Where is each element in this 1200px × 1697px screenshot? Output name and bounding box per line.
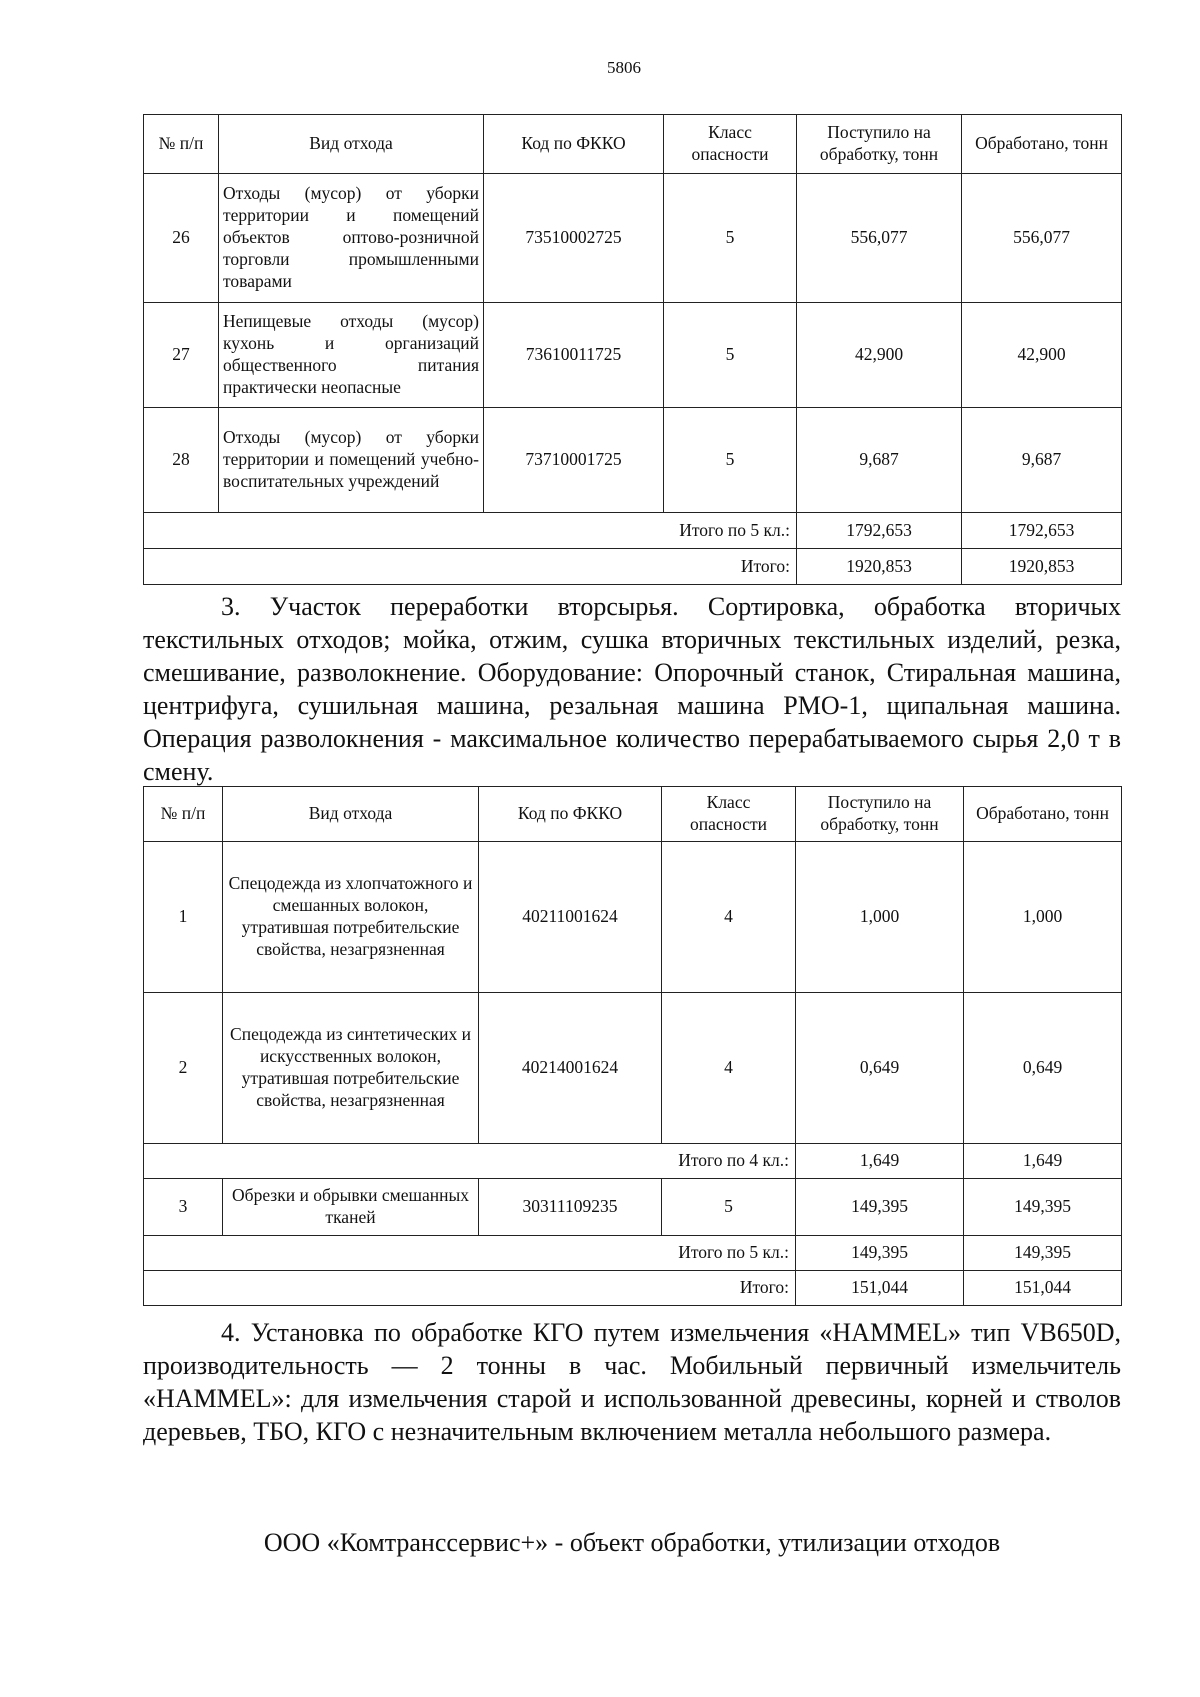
header-processed: Обработано, тонн	[962, 115, 1122, 174]
header-num: № п/п	[144, 787, 223, 842]
total-label: Итого:	[144, 1271, 796, 1306]
table-row	[144, 408, 1122, 513]
header-num: № п/п	[144, 115, 219, 174]
header-type: Вид отхода	[219, 115, 484, 174]
table-row	[144, 303, 1122, 408]
received-value: 9,687	[797, 408, 962, 513]
subtotal-processed: 1792,653	[962, 513, 1122, 549]
hazard-class: 4	[662, 842, 796, 993]
row-num: 1	[144, 842, 223, 993]
total-processed: 1920,853	[962, 549, 1122, 585]
table-row	[144, 842, 1122, 993]
table-header-row	[144, 115, 1122, 174]
waste-name: Обрезки и обрывки смешанных тканей	[223, 1179, 479, 1236]
header-type: Вид отхода	[223, 787, 479, 842]
page-number: 5806	[607, 58, 641, 77]
row-num: 26	[144, 174, 219, 303]
hazard-class: 5	[664, 408, 797, 513]
waste-table-1	[143, 114, 1122, 585]
subtotal-label: Итого по 4 кл.:	[144, 1144, 796, 1179]
processed-value: 1,000	[964, 842, 1122, 993]
table-row	[144, 993, 1122, 1144]
subtotal-row	[144, 1144, 1122, 1179]
total-processed: 151,044	[964, 1271, 1122, 1306]
subtotal-processed: 1,649	[964, 1144, 1122, 1179]
fkko-code: 73510002725	[484, 174, 664, 303]
waste-name: Спецодежда из синтетических и искусственных волокон, утратившая потребительские свойства, незагрязненная	[223, 993, 479, 1144]
waste-table-2	[143, 786, 1122, 1306]
waste-name: Непищевые отходы (мусор) кухонь и организаций общественного питания практически неопасные	[219, 303, 484, 408]
paragraph-section-4: 4. Установка по обработке КГО путем измельчения «HAMMEL» тип VB650D, производительность — 2 тонны в час. Мобильный первичный измельчитель «HAMMEL»: для измельчения старой и использованной древесины, корней и стволов деревьев, ТБО, КГО с незначительным включением металла небольшого размера.	[143, 1318, 1121, 1446]
received-value: 0,649	[796, 993, 964, 1144]
total-label: Итого:	[144, 549, 797, 585]
waste-name: Отходы (мусор) от уборки территории и помещений объектов оптово-розничной торговли промышленными товарами	[219, 174, 484, 303]
table-header-row	[144, 787, 1122, 842]
processed-value: 149,395	[964, 1179, 1122, 1236]
document-footer: ООО «Комтранссервис+» - объект обработки, утилизации отходов	[263, 1528, 1001, 1557]
header-code: Код по ФККО	[484, 115, 664, 174]
hazard-class: 4	[662, 993, 796, 1144]
table-row	[144, 174, 1122, 303]
hazard-class: 5	[664, 303, 797, 408]
total-row	[144, 549, 1122, 585]
fkko-code: 40211001624	[479, 842, 662, 993]
waste-name: Отходы (мусор) от уборки территории и помещений учебно-воспитательных учреждений	[219, 408, 484, 513]
row-num: 27	[144, 303, 219, 408]
fkko-code: 73610011725	[484, 303, 664, 408]
received-value: 556,077	[797, 174, 962, 303]
subtotal-label: Итого по 5 кл.:	[144, 1236, 796, 1271]
paragraph-section-3: 3. Участок переработки вторсырья. Сортировка, обработка вторичых текстильных отходов; мойка, отжим, сушка вторичных текстильных изделий, резка, смешивание, разволокнение. Оборудование: Опорочный станок, Стиральная машина, центрифуга, сушильная машина, резальная машина РМО-1, щипальная машина. Операция разволокнения - максимальное количество перерабатываемого сырья 2,0 т в смену.	[143, 592, 1121, 786]
received-value: 1,000	[796, 842, 964, 993]
total-received: 1920,853	[797, 549, 962, 585]
waste-name: Спецодежда из хлопчатожного и смешанных волокон, утратившая потребительские свойства, незагрязненная	[223, 842, 479, 993]
row-num: 3	[144, 1179, 223, 1236]
fkko-code: 40214001624	[479, 993, 662, 1144]
header-received: Поступило на обработку, тонн	[796, 787, 964, 842]
fkko-code: 73710001725	[484, 408, 664, 513]
header-received: Поступило на обработку, тонн	[797, 115, 962, 174]
fkko-code: 30311109235	[479, 1179, 662, 1236]
total-row	[144, 1271, 1122, 1306]
hazard-class: 5	[664, 174, 797, 303]
subtotal-label: Итого по 5 кл.:	[144, 513, 797, 549]
subtotal-received: 1792,653	[797, 513, 962, 549]
subtotal-received: 149,395	[796, 1236, 964, 1271]
subtotal-received: 1,649	[796, 1144, 964, 1179]
received-value: 42,900	[797, 303, 962, 408]
subtotal-row	[144, 513, 1122, 549]
subtotal-processed: 149,395	[964, 1236, 1122, 1271]
row-num: 2	[144, 993, 223, 1144]
header-class: Класс опасности	[664, 115, 797, 174]
total-received: 151,044	[796, 1271, 964, 1306]
table-row	[144, 1179, 1122, 1236]
processed-value: 42,900	[962, 303, 1122, 408]
received-value: 149,395	[796, 1179, 964, 1236]
header-class: Класс опасности	[662, 787, 796, 842]
row-num: 28	[144, 408, 219, 513]
header-code: Код по ФККО	[479, 787, 662, 842]
processed-value: 0,649	[964, 993, 1122, 1144]
hazard-class: 5	[662, 1179, 796, 1236]
subtotal-row	[144, 1236, 1122, 1271]
processed-value: 556,077	[962, 174, 1122, 303]
processed-value: 9,687	[962, 408, 1122, 513]
header-processed: Обработано, тонн	[964, 787, 1122, 842]
